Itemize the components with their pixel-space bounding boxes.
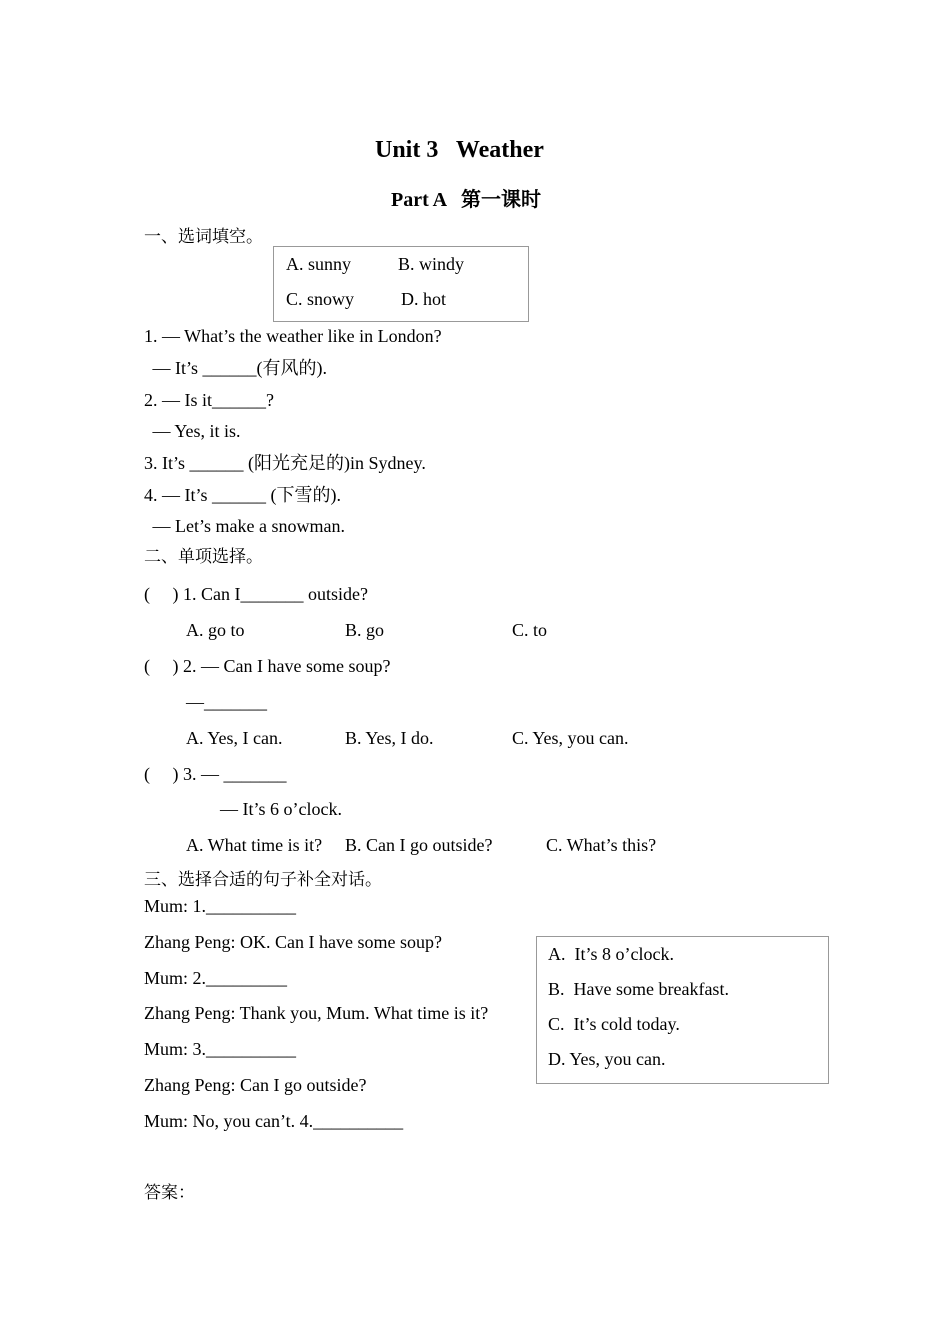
q3-stem: ( ) 3. — _______ — [144, 764, 287, 784]
s1-line-7: — Let’s make a snowman. — [148, 516, 345, 536]
section3-heading: 三、选择合适的句子补全对话。 — [144, 870, 382, 890]
q2-option-c: C. Yes, you can. — [512, 728, 629, 748]
q3-option-c: C. What’s this? — [546, 835, 657, 855]
q3-option-b: B. Can I go outside? — [345, 835, 493, 855]
dialogue-line-1: Mum: 1.__________ — [144, 896, 297, 916]
page-subtitle: Part A 第一课时 — [391, 189, 541, 211]
q2-stem: ( ) 2. — Can I have some soup? — [144, 656, 391, 676]
s1-line-1: 1. — What’s the weather like in London? — [144, 326, 442, 346]
s1-line-5: 3. It’s ______ (阳光充足的)in Sydney. — [144, 453, 426, 473]
q2-option-b: B. Yes, I do. — [345, 728, 434, 748]
q1-option-c: C. to — [512, 620, 548, 640]
s1-line-2: — It’s ______(有风的). — [148, 358, 327, 378]
s1-line-4: — Yes, it is. — [148, 421, 241, 441]
dialogue-line-5: Mum: 3.__________ — [144, 1039, 297, 1059]
page-title: Unit 3 Weather — [375, 137, 544, 163]
dialogue-line-3: Mum: 2._________ — [144, 968, 288, 988]
answer-label: 答案： — [144, 1183, 195, 1203]
section1-heading: 一、选词填空。 — [144, 227, 263, 247]
q1-option-b: B. go — [345, 620, 385, 640]
dialogue-line-4: Zhang Peng: Thank you, Mum. What time is it? — [144, 1003, 489, 1023]
word-option-d: D. hot — [401, 289, 446, 309]
dialogue-line-6: Zhang Peng: Can I go outside? — [144, 1075, 367, 1095]
q3-reply: — It’s 6 o’clock. — [220, 799, 342, 819]
dialogue-line-2: Zhang Peng: OK. Can I have some soup? — [144, 932, 442, 952]
s1-line-6: 4. — It’s ______ (下雪的). — [144, 485, 341, 505]
word-option-a: A. sunny — [286, 254, 352, 274]
sentence-option-c: C. It’s cold today. — [548, 1014, 680, 1034]
q1-stem: ( ) 1. Can I_______ outside? — [144, 584, 368, 604]
sentence-option-b: B. Have some breakfast. — [548, 979, 729, 999]
sentence-option-d: D. Yes, you can. — [548, 1049, 666, 1069]
dialogue-line-7: Mum: No, you can’t. 4.__________ — [144, 1111, 404, 1131]
q1-option-a: A. go to — [186, 620, 245, 640]
q2-option-a: A. Yes, I can. — [186, 728, 283, 748]
sentence-option-a: A. It’s 8 o’clock. — [548, 944, 674, 964]
section2-heading: 二、单项选择。 — [144, 547, 263, 567]
q3-option-a: A. What time is it? — [186, 835, 323, 855]
s1-line-3: 2. — Is it______? — [144, 390, 274, 410]
word-option-c: C. snowy — [286, 289, 355, 309]
q2-reply: —_______ — [186, 692, 267, 712]
word-option-b: B. windy — [398, 254, 465, 274]
